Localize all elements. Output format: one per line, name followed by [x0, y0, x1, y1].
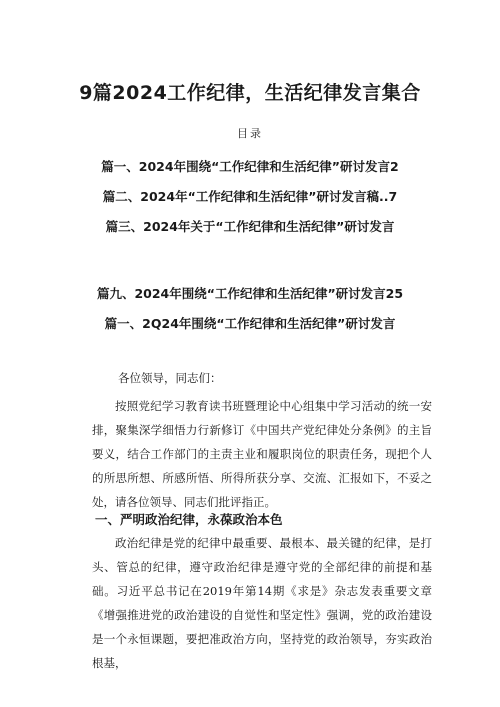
- body-paragraph: [92, 531, 432, 675]
- toc-item[interactable]: 篇九、2024年围绕“工作纪律和生活纪律”研讨发言25: [96, 286, 404, 301]
- toc-item[interactable]: 篇二、2024年“工作纪律和生活纪律”研讨发言稿..7: [102, 189, 398, 204]
- toc-item[interactable]: 篇三、2024年关于“工作纪律和生活纪律”研讨发言: [105, 219, 395, 234]
- salutation: 各位领导，同志们：: [118, 371, 222, 385]
- section-heading: 一、严明政治纪律，永葆政治本色: [95, 512, 283, 527]
- document-title: 9篇2024工作纪律，生活纪律发言集合: [79, 82, 421, 104]
- paragraph-text: 政治纪律是党的纪律中最重要、最根本、最关键的纪律，是打头、管总的纪律，遵守政治纪律是遵守党的全部纪律的前提和基础。习近平总书记在2019年第14期《求是》杂志发表重要文章《增强推进党的政治建设的自觉性和坚定性》强调，党的政治建设是一个永恒课题，要把准政治方向，坚持党的政治领导，夯实政治根基，: [92, 536, 432, 670]
- toc-item: 篇一、2Q24年围绕“工作纪律和生活纪律”研讨发言: [104, 316, 396, 331]
- paragraph-text: 按照党纪学习教育读书班暨理论中心组集中学习活动的统一安排，聚集深学细悟力行新修订《中国共产党纪律处分条例》的主旨要义，结合工作部门的主责主业和履职岗位的职责任务，现把个人的所思所想、所感所悟、所得所获分享、交流、汇报如下，不妥之处，请各位领导、同志们批评指正。: [92, 399, 432, 509]
- toc-heading: 目录: [237, 127, 263, 140]
- body-paragraph: [92, 394, 432, 514]
- toc-item[interactable]: 篇一、2024年围绕“工作纪律和生活纪律”研讨发言2: [101, 159, 399, 174]
